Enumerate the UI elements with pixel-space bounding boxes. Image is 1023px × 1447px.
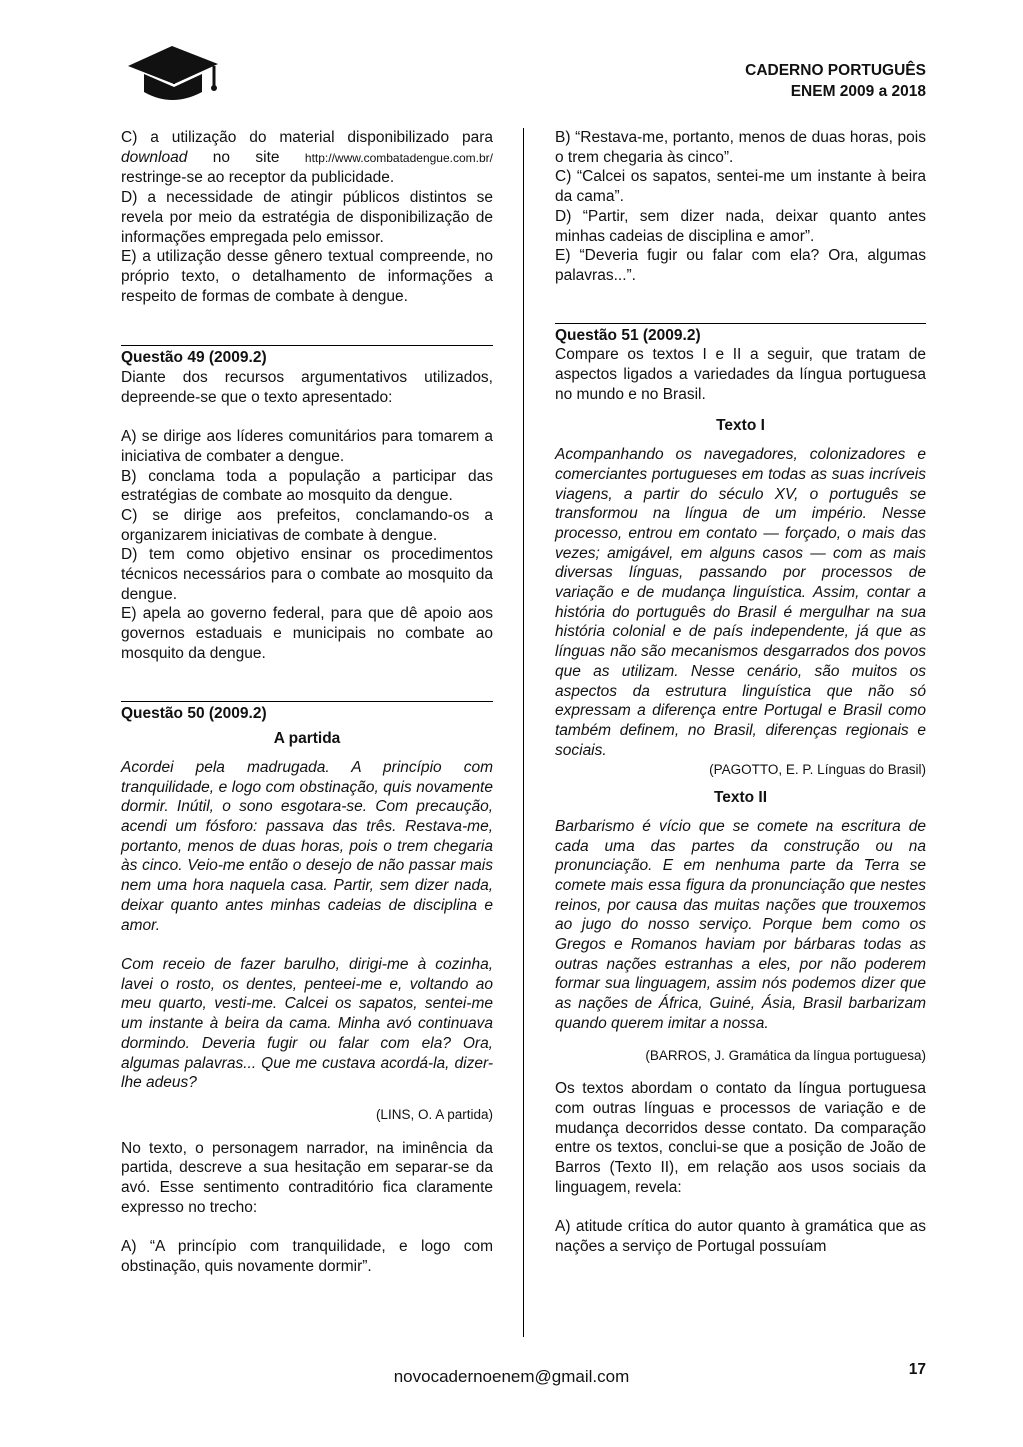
text-2-body: Barbarismo é vício que se comete na escritura de cada uma das partes da construção ou na pronunciação. E em nenhuma parte da Terra se comete mais essa figura da pronunciação que nestes reinos, por causa das muitas nações que trouxemos ao jugo do nosso serviço. Porque bem como os Gregos e Romanos haviam por bárbaras todas as outras nações estranhas a eles, por não poderem formar sua linguagem, assim nós podemos dizer que as nações de África, Guiné, Ásia, Brasil barbarizam quando querem imitar a nossa.: [555, 817, 926, 1032]
q50-option-e: E) “Deveria fugir ou falar com ela? Ora, algumas palavras...”.: [555, 247, 926, 284]
q50-paragraph-2: Com receio de fazer barulho, dirigi-me à cozinha, lavei o rosto, os dentes, penteei-me e, voltando ao meu quarto, vesti-me. Calcei os sapatos, sentei-me um instante à beira da cama. Minha avó continuava dormindo. Deveria fugir ou falar com ela? Ora, algumas palavras... Que me custava acordá-la, dizer-lhe adeus?: [121, 955, 493, 1092]
q51-intro: Compare os textos I e II a seguir, que tratam de aspectos ligados a variedades da língua portuguesa no mundo e no Brasil.: [555, 346, 926, 403]
q48-option-e: E) a utilização desse gênero textual compreende, no próprio texto, o detalhamento de informações a respeito de formas de combate à dengue.: [121, 248, 493, 305]
header-title-line1: CADERNO PORTUGUÊS: [745, 62, 926, 79]
q50-block: [121, 701, 493, 1277]
right-column: [555, 128, 926, 1257]
header-title-line2: ENEM 2009 a 2018: [790, 83, 926, 100]
q48-option-c-tail: restringe-se ao receptor da publicidade.: [121, 169, 395, 187]
q48-no-site: no site: [212, 148, 280, 166]
q49-block: [121, 345, 493, 663]
q48-option-c-text: C) a utilização do material disponibilizado para: [121, 129, 493, 146]
q51-title: Questão 51 (2009.2): [555, 326, 701, 344]
q50-option-c: C) “Calcei os sapatos, sentei-me um instante à beira da cama”.: [555, 168, 926, 206]
q50-stem: No texto, o personagem narrador, na iminência da partida, descreve a sua hesitação em separar-se da avó. Esse sentimento contraditório fica claramente expresso no trecho:: [121, 1139, 493, 1216]
q49-option-e: E) apela ao governo federal, para que dê apoio aos governos estaduais e municipais no combate ao mosquito da dengue.: [121, 605, 493, 662]
q48-option-d: D) a necessidade de atingir públicos distintos se revela por meio da estratégia de disponibilização de informações empregada pelo emissor.: [121, 189, 493, 246]
page-number: 17: [908, 1361, 926, 1378]
q49-option-d: D) tem como objetivo ensinar os procedimentos técnicos necessários para o combate ao mosquito da dengue.: [121, 546, 493, 603]
q50-text-title: A partida: [273, 730, 341, 748]
text-1-title: Texto I: [716, 417, 765, 435]
column-divider: [523, 128, 524, 1337]
q48-option-c: [121, 128, 493, 188]
q49-option-a: A) se dirige aos líderes comunitários para tomarem a iniciativa de combater a dengue.: [121, 428, 493, 465]
q48-download-word: download: [121, 148, 188, 166]
q50-title: Questão 50 (2009.2): [121, 704, 267, 722]
text-2-title: Texto II: [713, 789, 768, 807]
q49-title: Questão 49 (2009.2): [121, 349, 267, 367]
document-header: [745, 60, 926, 102]
text-2-source: (BARROS, J. Gramática da língua portuguesa): [645, 1047, 926, 1063]
q51-option-a: A) atitude crítica do autor quanto à gramática que as nações a serviço de Portugal possuíam: [555, 1218, 926, 1255]
footer-email: novocadernoenem@gmail.com: [393, 1367, 630, 1386]
q51-stem: Os textos abordam o contato da língua portuguesa com outras línguas e processos de variação e de mudança decorridos desse contato. Da comparação entre os textos, conclui-se que a posição de João de Barros (Texto II), em relação aos usos sociais da linguagem, revela:: [555, 1080, 926, 1196]
q48-url: http://www.combatadengue.com.br/: [304, 150, 493, 165]
q51-block: [555, 323, 926, 1257]
q49-option-b: B) conclama toda a população a participar das estratégias de combate ao mosquito da dengue.: [121, 467, 493, 505]
q50-option-d: D) “Partir, sem dizer nada, deixar quanto antes minhas cadeias de disciplina e amor”.: [555, 207, 926, 245]
q49-stem: Diante dos recursos argumentativos utilizados, depreende-se que o texto apresentado:: [121, 369, 493, 406]
q50-option-a: A) “A princípio com tranquilidade, e logo com obstinação, quis novamente dormir”.: [121, 1238, 493, 1275]
text-1-body: Acompanhando os navegadores, colonizadores e comerciantes portugueses em todas as suas incríveis viagens, a partir do século XV, o português se transformou na língua de um império. Nesse processo, entrou em contato — forçado, o mais das vezes; amigável, em alguns casos — com as mais diversas línguas, passando por processos de variação e de mudança linguística. Assim, contar a história do português do Brasil é mergulhar na sua história colonial e de país independente, já que as línguas não são mecanismos desgarrados dos povos que as utilizam. Nesse cenário, são muitos os aspectos da estrutura linguística que não só expressam a diferença entre Portugal e Brasil como também definem, no Brasil, diferenças regionais e sociais.: [555, 446, 926, 759]
q50-source: (LINS, O. A partida): [375, 1106, 493, 1122]
text-1-source: (PAGOTTO, E. P. Línguas do Brasil): [709, 762, 926, 778]
graduation-cap-icon: [124, 40, 222, 106]
q50-option-b: B) “Restava-me, portanto, menos de duas horas, pois o trem chegaria às cinco”.: [555, 129, 926, 166]
q50-paragraph-1: Acordei pela madrugada. A princípio com tranquilidade, e logo com obstinação, quis novamente dormir. Inútil, o sono esgotara-se. Com precaução, acendi um fósforo: passava das três. Restava-me, portanto, menos de duas horas, pois o trem chegaria às cinco. Veio-me então o desejo de não passar mais nem uma hora naquela casa. Partir, sem dizer nada, deixar quanto antes minhas cadeias de disciplina e amor.: [121, 758, 493, 934]
left-column: [121, 128, 493, 1277]
q49-option-c: C) se dirige aos prefeitos, conclamando-os a organizarem iniciativas de combate à dengue.: [121, 506, 493, 544]
